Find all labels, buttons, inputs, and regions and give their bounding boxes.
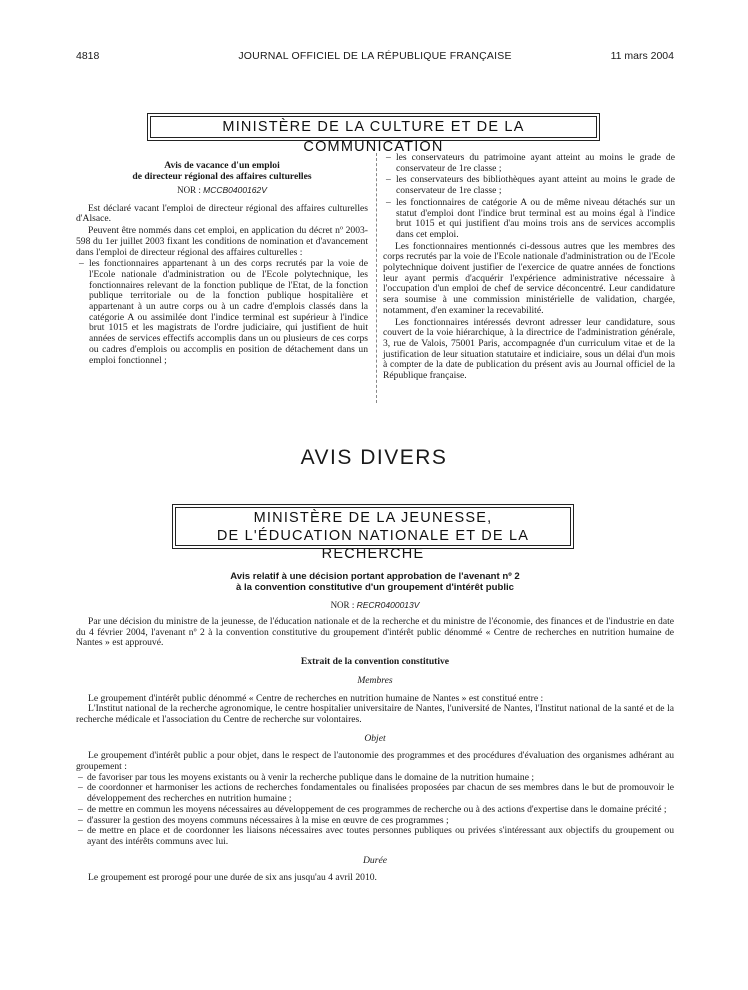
page-header	[76, 50, 674, 64]
notice1-paragraph: Peuvent être nommés dans cet emploi, en application du décret nº 2003-598 du 1er juillet 2003 fixant les conditions de nomination et d'avancement dans l'emploi de directeur régional des affaires culturelles :	[76, 225, 368, 258]
duration-paragraph: Le groupement est prorogé pour une durée de six ans jusqu'au 4 avril 2010.	[88, 872, 377, 884]
notice1-column-right	[383, 153, 675, 383]
ministry-education-line1: MINISTÈRE DE LA JEUNESSE,	[253, 510, 493, 526]
notice2-nor-label: NOR :	[330, 600, 355, 610]
journal-title: JOURNAL OFFICIEL DE LA RÉPUBLIQUE FRANÇAISE	[238, 50, 512, 62]
object-paragraph: Le groupement d'intérêt public a pour objet, dans le respect de l'autonomie des programmes et des procédures d'évaluation des organismes adhérant au groupement :	[76, 750, 674, 773]
extract-title: Extrait de la convention constitutive	[300, 656, 450, 668]
object-list-item: – d'assurer la gestion des moyens communs nécessaires à la mise en œuvre de ces programmes ;	[76, 816, 674, 827]
notice1-nor-label: NOR :	[177, 185, 201, 195]
notice2-nor-code: RECR0400013V	[356, 600, 420, 610]
ministry-education-box	[175, 507, 571, 562]
notice1-nor-code: MCCB0400162V	[203, 185, 267, 195]
notice1-paragraph: Les fonctionnaires mentionnés ci-dessous autres que les membres des corps recrutés par la voie de l'Ecole nationale d'administration ou de l'Ecole polytechnique doivent justifier de l'exercice de quatre années de fonctions leur ayant permis d'acquérir l'expérience administrative nécessaire à l'occupation d'un emploi de chef de service déconcentré. Leur candidature sera soumise à une commission ministérielle de validation, chargée, notamment, d'en examiner la recevabilité.	[383, 240, 675, 316]
object-list-item: – de coordonner et harmoniser les actions de recherches fondamentales ou finalisées proposées par chacun de ses membres dans le but de promouvoir le développement des recherches en nutrition humaine ;	[76, 783, 674, 804]
notice1-list-item: – les conservateurs des bibliothèques ayant atteint au moins le grade de conservateur de 1re classe ;	[383, 175, 675, 196]
members-paragraph: Le groupement d'intérêt public dénommé « Centre de recherches en nutrition humaine de Nantes » est constitué entre :	[88, 692, 544, 704]
notice2-title	[76, 571, 674, 593]
notice1-title-line2: de directeur régional des affaires culturelles	[132, 171, 312, 182]
notice2-intro: Par une décision du ministre de la jeunesse, de l'éducation nationale et de la recherche et du ministre de l'économie, des finances et de l'industrie en date du 4 février 2004, l'avenant nº 2 à la convention constitutive du groupement d'intérêt public dénommé « Centre de recherches en nutrition humaine de Nantes » est approuvé.	[76, 616, 674, 649]
notice2-body	[76, 617, 674, 884]
ministry-culture-title: MINISTÈRE DE LA CULTURE ET DE LA COMMUNICATION	[222, 119, 525, 155]
object-list-item: – de favoriser par tous les moyens existants ou à venir la recherche publique dans le domaine de la nutrition humaine ;	[76, 773, 674, 784]
notice1-nor	[76, 185, 368, 196]
notice1-title-line1: Avis de vacance d'un emploi	[164, 160, 280, 171]
object-list-item: – de mettre en commun les moyens nécessaires au développement de ces programmes de recherche ou à des actions d'expertise dans le domaine précité ;	[76, 805, 674, 816]
page-number: 4818	[76, 50, 100, 62]
members-heading: Membres	[357, 674, 393, 686]
notice1-column-left	[76, 160, 368, 367]
ministry-culture-box	[150, 116, 597, 155]
notice1-list-item: – les fonctionnaires de catégorie A ou de même niveau détachés sur un statut d'emploi dont l'indice brut terminal est au moins égal à l'indice brut 1015 et qui justifient d'au moins trois ans de services accomplis dans cet emploi.	[383, 198, 675, 241]
issue-date: 11 mars 2004	[610, 50, 674, 62]
ministry-education-line2: DE L'ÉDUCATION NATIONALE ET DE LA RECHERCHE	[216, 528, 530, 562]
duration-heading: Durée	[363, 854, 387, 866]
members-paragraph: L'Institut national de la recherche agronomique, le centre hospitalier universitaire de Nantes, l'université de Nantes, l'Institut national de la santé et de la recherche médicale et l'association du Centre de recherche sur volontaires.	[76, 703, 674, 725]
section-title: AVIS DIVERS	[300, 446, 448, 469]
notice1-title	[76, 160, 368, 182]
notice1-paragraph: Les fonctionnaires intéressés devront adresser leur candidature, sous couvert de la voie hiérarchique, à la directrice de l'administration générale, 3, rue de Valois, 75001 Paris, accompagnée d'un curriculum vitae et de la justification de leur situation statutaire et indiciaire, sous un délai d'un mois à compter de la date de publication du présent avis au Journal officiel de la République française.	[383, 316, 675, 382]
notice2-title-line2: à la convention constitutive d'un groupement d'intérêt public	[235, 582, 514, 593]
notice1-paragraph: Est déclaré vacant l'emploi de directeur régional des affaires culturelles d'Alsace.	[76, 202, 368, 225]
object-heading: Objet	[364, 732, 386, 744]
column-divider	[376, 153, 377, 403]
notice1-list-item: – les conservateurs du patrimoine ayant atteint au moins le grade de conservateur de 1re classe ;	[383, 153, 675, 174]
notice2-nor	[76, 600, 674, 610]
notice2-title-line1: Avis relatif à une décision portant approbation de l'avenant nº 2	[230, 571, 520, 582]
notice1-list-item: – les fonctionnaires appartenant à un des corps recrutés par la voie de l'Ecole nationale d'administration ou de l'Ecole polytechnique, les fonctionnaires relevant de la fonction publique de l'Etat, de la fonction publique territoriale ou de la fonction publique hospitalière et appartenant à un autre corps ou à un cadre d'emplois classés dans la catégorie A ou assimilée dont l'indice terminal est supérieur à l'indice brut 1015 et les magistrats de l'ordre judiciaire, qui justifient de huit années de services effectifs accomplis dans un ou plusieurs de ces corps ou cadres d'emplois ou accomplis en position de détachement dans un emploi fonctionnel ;	[76, 259, 368, 366]
object-list-item: – de mettre en place et de coordonner les liaisons nécessaires avec toutes personnes publiques ou privées s'intéressant aux objectifs du groupement ou ayant des intérêts communs avec lui.	[76, 826, 674, 847]
